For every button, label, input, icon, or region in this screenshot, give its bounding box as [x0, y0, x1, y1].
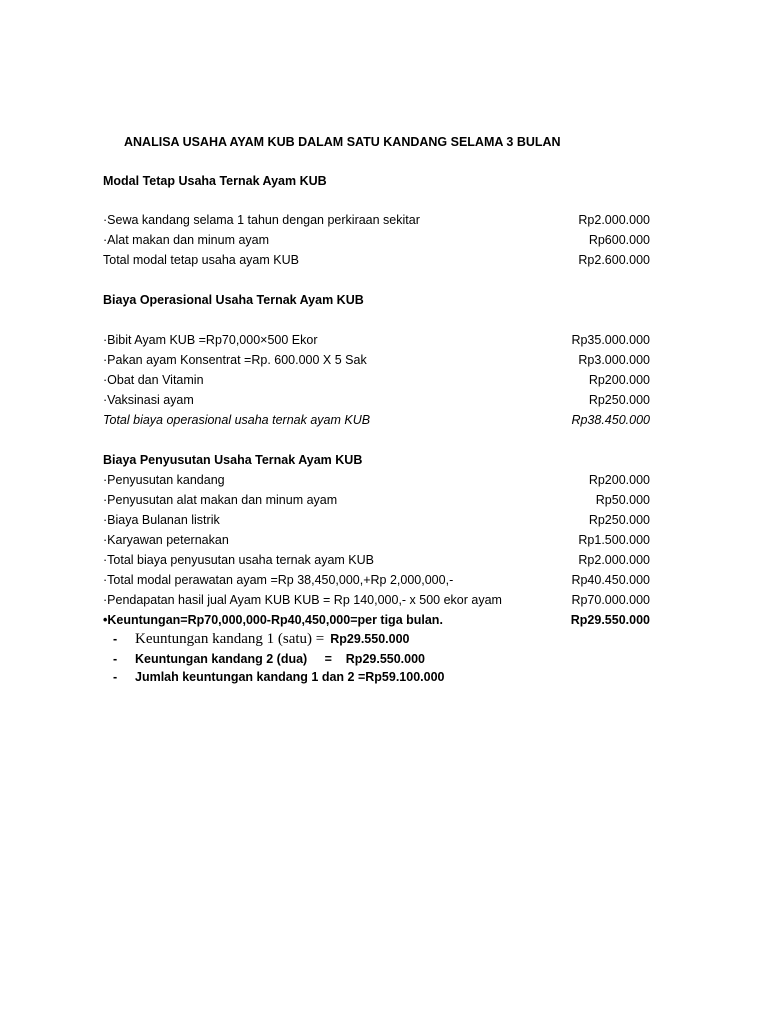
line-item-pendapatan — [103, 593, 650, 611]
line-item-label: ·Total modal perawatan ayam =Rp 38,450,000,+Rp 2,000,000,- — [103, 573, 454, 587]
line-item-amount: Rp250.000 — [588, 393, 650, 407]
line-item-label: Total modal tetap usaha ayam KUB — [103, 253, 299, 267]
modal-tetap-heading: Modal Tetap Usaha Ternak Ayam KUB — [103, 174, 327, 188]
line-item-amount: Rp600.000 — [588, 233, 650, 247]
summary-jumlah — [113, 670, 444, 684]
line-item-label: •Keuntungan=Rp70,000,000-Rp40,450,000=per tiga bulan. — [103, 613, 443, 627]
kandang-1-label: Keuntungan kandang 1 (satu) = — [135, 631, 325, 647]
list-dash: - — [113, 652, 118, 666]
line-item-amount: Rp35.000.000 — [571, 333, 650, 347]
line-item-label: ·Vaksinasi ayam — [103, 393, 194, 407]
biaya-operasional-heading: Biaya Operasional Usaha Ternak Ayam KUB — [103, 293, 364, 307]
line-item-amount: Rp29.550.000 — [570, 613, 650, 627]
line-item-amount: Rp3.000.000 — [578, 353, 650, 367]
line-item-amount: Rp200.000 — [588, 473, 650, 487]
line-item-label: ·Penyusutan kandang — [103, 473, 225, 487]
line-item-amount: Rp2.600.000 — [578, 253, 650, 267]
list-dash: - — [113, 632, 118, 646]
line-item-amount: Rp1.500.000 — [578, 533, 650, 547]
line-item-total-penyusutan — [103, 553, 650, 571]
total-biaya-operasional-row — [103, 413, 650, 431]
line-item-label: ·Obat dan Vitamin — [103, 373, 204, 387]
summary-kandang-2 — [113, 652, 425, 666]
keuntungan-row — [103, 613, 650, 631]
line-item-pakan — [103, 353, 650, 371]
line-item-label: ·Biaya Bulanan listrik — [103, 513, 220, 527]
line-item-total-modal-perawatan — [103, 573, 650, 591]
line-item-amount: Rp2.000.000 — [578, 553, 650, 567]
line-item-amount: Rp50.000 — [595, 493, 650, 507]
list-dash: - — [113, 670, 118, 684]
line-item-amount: Rp250.000 — [588, 513, 650, 527]
line-item-listrik — [103, 513, 650, 531]
line-item-label: ·Total biaya penyusutan usaha ternak ayam KUB — [103, 553, 374, 567]
line-item-label: ·Sewa kandang selama 1 tahun dengan perkiraan sekitar — [103, 213, 420, 227]
line-item-amount: Rp40.450.000 — [571, 573, 650, 587]
document-title: ANALISA USAHA AYAM KUB DALAM SATU KANDANG SELAMA 3 BULAN — [124, 135, 561, 149]
line-item-penyusutan-kandang — [103, 473, 650, 491]
line-item-amount: Rp70.000.000 — [571, 593, 650, 607]
line-item-label: ·Bibit Ayam KUB =Rp70,000×500 Ekor — [103, 333, 318, 347]
line-item-label: ·Penyusutan alat makan dan minum ayam — [103, 493, 338, 507]
line-item-amount: Rp2.000.000 — [578, 213, 650, 227]
line-item-label: Total biaya operasional usaha ternak ayam KUB — [103, 413, 371, 427]
line-item-sewa-kandang — [103, 213, 650, 231]
line-item-karyawan — [103, 533, 650, 551]
summary-kandang-1 — [113, 631, 409, 648]
line-item-vaksinasi — [103, 393, 650, 411]
line-item-label: ·Pakan ayam Konsentrat =Rp. 600.000 X 5 Sak — [103, 353, 367, 367]
line-item-amount: Rp38.450.000 — [571, 413, 650, 427]
line-item-penyusutan-alat — [103, 493, 650, 511]
line-item-label: ·Pendapatan hasil jual Ayam KUB KUB = Rp 140,000,- x 500 ekor ayam — [103, 593, 502, 607]
kandang-1-value: Rp29.550.000 — [330, 632, 410, 646]
total-modal-tetap-row — [103, 253, 650, 271]
biaya-penyusutan-heading: Biaya Penyusutan Usaha Ternak Ayam KUB — [103, 453, 363, 467]
line-item-obat — [103, 373, 650, 391]
jumlah-text: Jumlah keuntungan kandang 1 dan 2 =Rp59.100.000 — [135, 670, 445, 684]
line-item-bibit — [103, 333, 650, 351]
line-item-label: ·Alat makan dan minum ayam — [103, 233, 270, 247]
kandang-2-text: Keuntungan kandang 2 (dua) = Rp29.550.000 — [135, 652, 426, 666]
line-item-alat-makan — [103, 233, 650, 251]
line-item-amount: Rp200.000 — [588, 373, 650, 387]
line-item-label: ·Karyawan peternakan — [103, 533, 229, 547]
